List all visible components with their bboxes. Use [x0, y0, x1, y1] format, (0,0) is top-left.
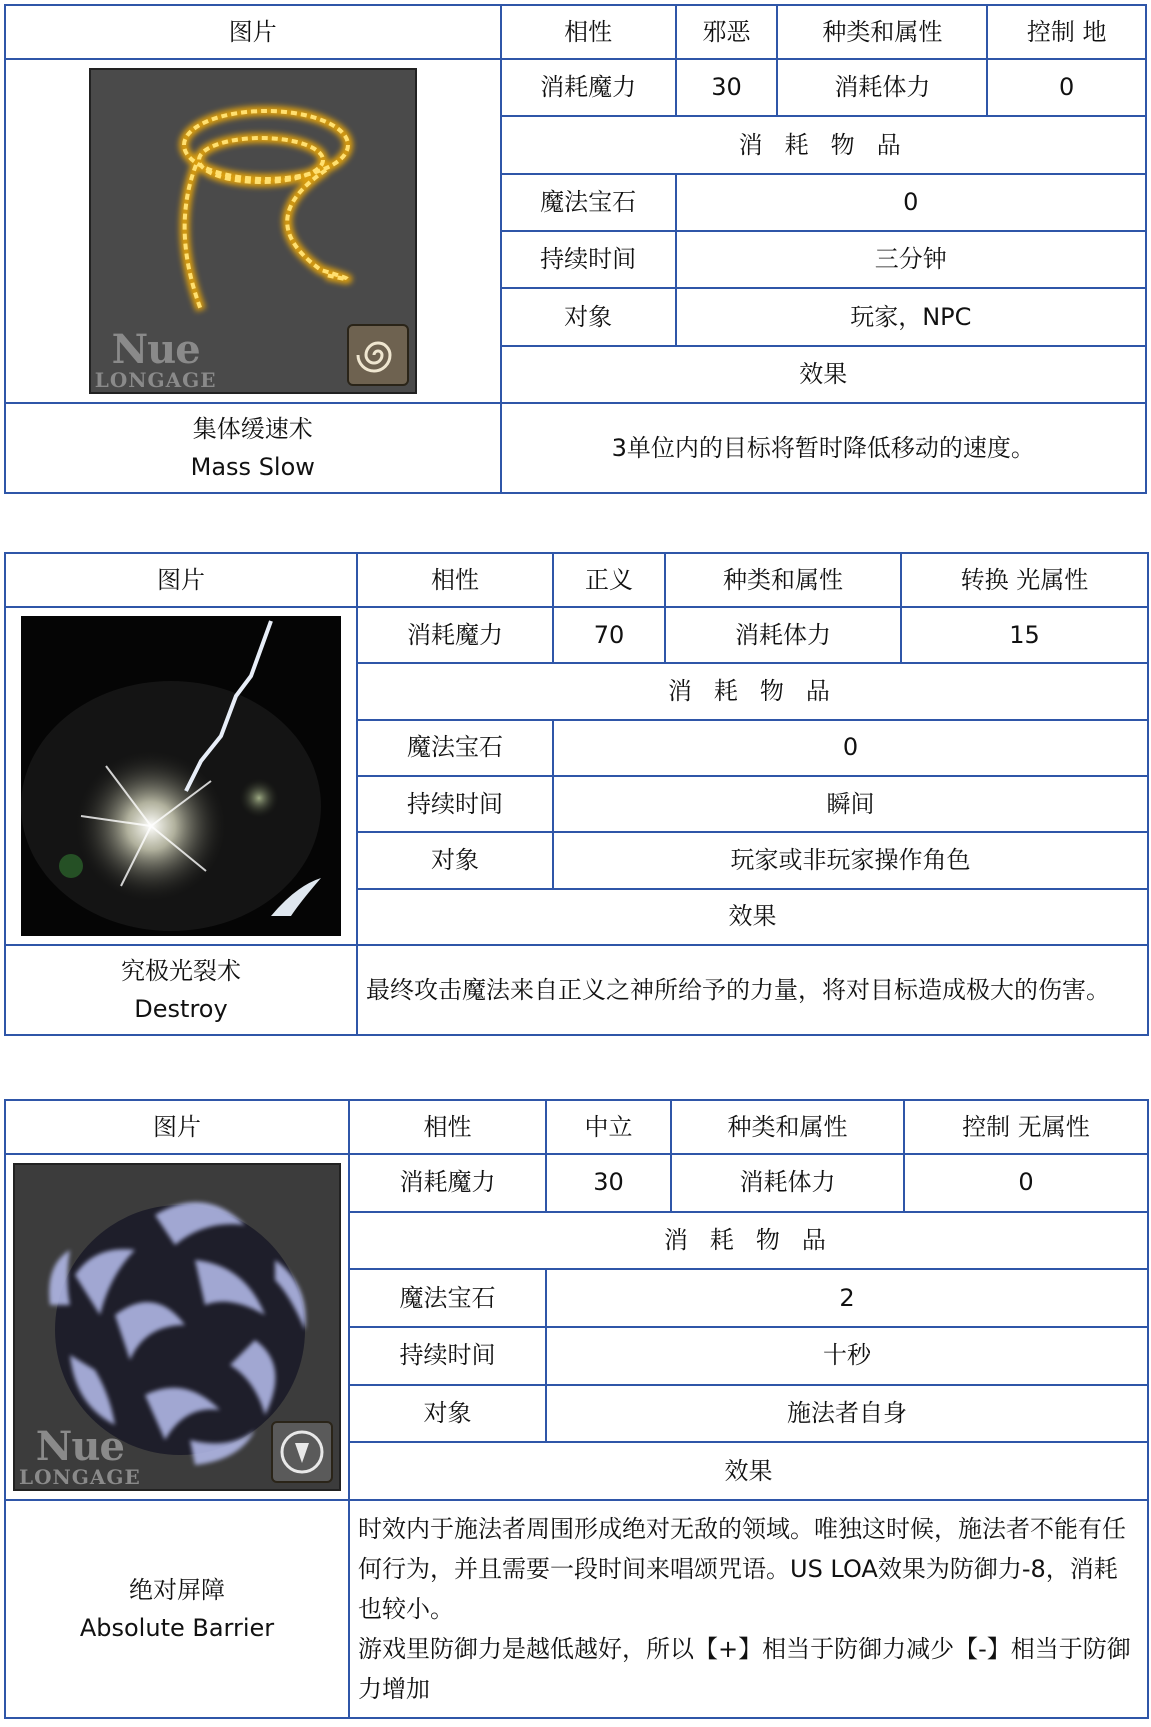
- duration-value: 瞬间: [553, 776, 1148, 832]
- target-value: 玩家，NPC: [676, 288, 1146, 345]
- affinity-value: 邪恶: [676, 5, 778, 59]
- spell-name-en: Absolute Barrier: [79, 1614, 275, 1642]
- type-value: 转换 光属性: [901, 553, 1148, 607]
- lightning-burst-icon: [21, 616, 341, 936]
- spell-name-en: Mass Slow: [190, 453, 315, 481]
- affinity-label: 相性: [501, 5, 676, 59]
- gem-label: 魔法宝石: [501, 174, 676, 231]
- spell-name-cn: 绝对屏障: [129, 1575, 225, 1604]
- effect-header: 效果: [501, 346, 1146, 403]
- spell-name-cell: [5, 945, 357, 1035]
- gem-value: 2: [546, 1269, 1148, 1327]
- spell-table-mass-slow: [4, 4, 1147, 494]
- target-label: 对象: [501, 288, 676, 345]
- gem-value: 0: [553, 720, 1148, 776]
- mana-value: 70: [553, 607, 665, 663]
- duration-label: 持续时间: [349, 1327, 546, 1385]
- affinity-value: 正义: [553, 553, 665, 607]
- target-value: 施法者自身: [546, 1385, 1148, 1443]
- spell-image-cell: [5, 1154, 349, 1500]
- stamina-label: 消耗体力: [665, 607, 901, 663]
- effect-header: 效果: [357, 889, 1148, 945]
- description-line: 何行为，并且需要一段时间来唱颂咒语。US LOA效果为防御力-8，消耗: [358, 1555, 1118, 1583]
- spell-name-cell: [5, 403, 501, 493]
- spiral-badge-icon: [347, 324, 409, 386]
- type-label: 种类和属性: [665, 553, 901, 607]
- affinity-value: 中立: [546, 1100, 671, 1154]
- duration-value: 十秒: [546, 1327, 1148, 1385]
- watermark: Nue LONGAGE: [94, 326, 217, 392]
- stamina-value: 0: [904, 1154, 1148, 1212]
- type-label: 种类和属性: [777, 5, 987, 59]
- duration-value: 三分钟: [676, 231, 1146, 288]
- down-arrow-badge-icon: [271, 1421, 333, 1483]
- mana-value: 30: [676, 59, 778, 116]
- stamina-value: 0: [987, 59, 1146, 116]
- effect-description: 3单位内的目标将暂时降低移动的速度。: [501, 403, 1146, 493]
- spell-image-cell: [5, 59, 501, 403]
- image-header: 图片: [5, 5, 501, 59]
- duration-label: 持续时间: [357, 776, 553, 832]
- mana-label: 消耗魔力: [349, 1154, 546, 1212]
- stamina-label: 消耗体力: [671, 1154, 904, 1212]
- spell-name-cell: [5, 1500, 349, 1718]
- spell-name-cn: 集体缓速术: [192, 414, 313, 443]
- mana-value: 30: [546, 1154, 671, 1212]
- duration-label: 持续时间: [501, 231, 676, 288]
- type-value: 控制 无属性: [904, 1100, 1148, 1154]
- gem-label: 魔法宝石: [357, 720, 553, 776]
- mana-label: 消耗魔力: [357, 607, 553, 663]
- spell-name-cn: 究极光裂术: [121, 956, 241, 985]
- gem-value: 0: [676, 174, 1146, 231]
- type-value: 控制 地: [987, 5, 1146, 59]
- mana-label: 消耗魔力: [501, 59, 676, 116]
- affinity-label: 相性: [357, 553, 553, 607]
- effect-description: 最终攻击魔法来自正义之神所给予的力量，将对目标造成极大的伤害。: [357, 945, 1148, 1035]
- description-line: 力增加: [358, 1675, 430, 1703]
- spell-image-cell: [5, 607, 357, 945]
- gem-label: 魔法宝石: [349, 1269, 546, 1327]
- absolute-barrier-artwork: [13, 1163, 341, 1491]
- target-label: 对象: [357, 832, 553, 888]
- target-label: 对象: [349, 1385, 546, 1443]
- description-line: 时效内于施法者周围形成绝对无敌的领域。唯独这时候，施法者不能有任: [358, 1515, 1126, 1543]
- spell-table-destroy: [4, 552, 1149, 1036]
- affinity-label: 相性: [349, 1100, 546, 1154]
- image-header: 图片: [5, 1100, 349, 1154]
- type-label: 种类和属性: [671, 1100, 904, 1154]
- spell-name-en: Destroy: [134, 995, 228, 1023]
- mass-slow-artwork: [89, 68, 417, 394]
- description-line: 也较小。: [358, 1595, 454, 1623]
- image-header: 图片: [5, 553, 357, 607]
- effect-description: [349, 1500, 1148, 1718]
- spell-table-absolute-barrier: [4, 1099, 1149, 1719]
- description-line: 游戏里防御力是越低越好，所以【+】相当于防御力减少【-】相当于防御: [358, 1635, 1131, 1663]
- items-header: 消 耗 物 品: [357, 663, 1148, 719]
- items-header: 消 耗 物 品: [501, 116, 1146, 173]
- watermark: Nue LONGAGE: [19, 1423, 141, 1489]
- stamina-value: 15: [901, 607, 1148, 663]
- items-header: 消 耗 物 品: [349, 1212, 1148, 1270]
- target-value: 玩家或非玩家操作角色: [553, 832, 1148, 888]
- effect-header: 效果: [349, 1442, 1148, 1500]
- stamina-label: 消耗体力: [777, 59, 987, 116]
- destroy-artwork: [21, 616, 341, 936]
